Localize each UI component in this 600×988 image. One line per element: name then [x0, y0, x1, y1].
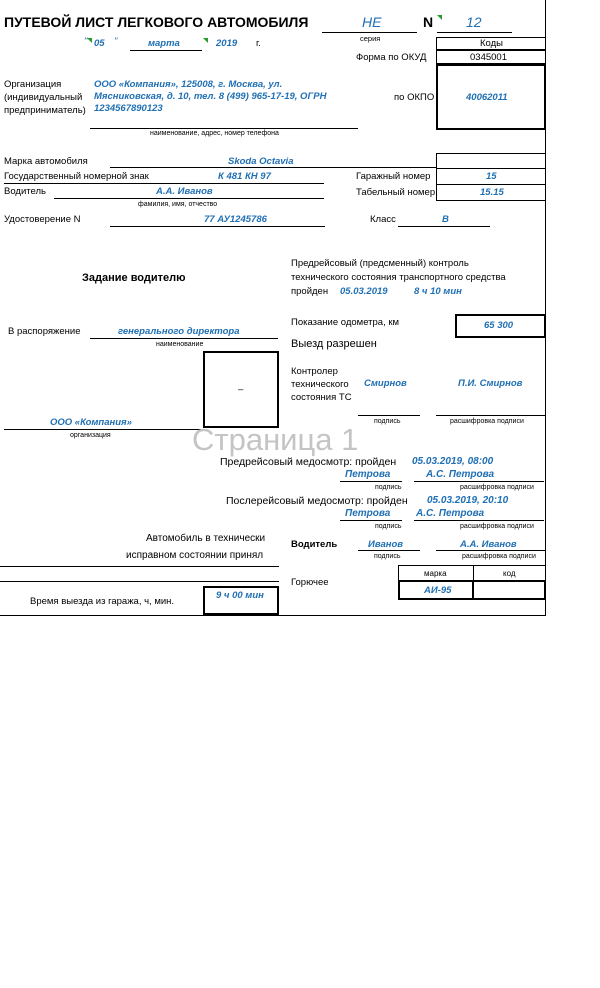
- organization-line-1: ООО «Компания», 125008, г. Москва, ул.: [94, 79, 283, 90]
- okud-value: 0345001: [470, 52, 507, 63]
- org-name-underline: [4, 429, 202, 430]
- license-underline: [110, 226, 325, 227]
- license-label: Удостоверение N: [4, 214, 81, 225]
- pretrip-medical-datetime: 05.03.2019, 08:00: [412, 456, 494, 467]
- organization-caption: наименование, адрес, номер телефона: [150, 130, 279, 137]
- disposal-value: генерального директора: [118, 326, 240, 337]
- posttrip-medical-caption-name: расшифровка подписи: [460, 523, 534, 530]
- date-year: 2019: [216, 38, 238, 49]
- odometer-label: Показание одометра, км: [291, 317, 400, 328]
- driver-sign-name-underline: [436, 550, 546, 551]
- driver-caption: фамилия, имя, отчество: [138, 201, 218, 208]
- organization-label-2: (индивидуальный: [4, 92, 83, 103]
- task-title: Задание водителю: [82, 272, 186, 284]
- organization-label-1: Организация: [4, 79, 62, 90]
- organization-line-2: Мясниковская, д. 10, тел. 8 (499) 965-17-19, ОГРН: [94, 91, 327, 102]
- class-value: В: [442, 214, 449, 225]
- accepted-divider-2: [0, 581, 279, 582]
- fuel-brand-value: АИ-95: [424, 585, 452, 596]
- fuel-brand-header: марка: [424, 569, 447, 578]
- date-close-quote: ": [114, 36, 118, 47]
- series-underline: [322, 32, 417, 33]
- series-label: серия: [360, 34, 381, 43]
- posttrip-medical-name: А.С. Петрова: [416, 508, 485, 519]
- tab-number-label: Табельный номер: [356, 187, 436, 198]
- garage-value: 15: [486, 171, 497, 182]
- departure-time-label: Время выезда из гаража, ч, мин.: [30, 596, 175, 607]
- posttrip-medical-signature: Петрова: [345, 508, 391, 519]
- date-tick-icon: [87, 38, 92, 43]
- right-codes-divider-1: [436, 168, 546, 169]
- controller-name: П.И. Смирнов: [458, 378, 523, 389]
- org-name-caption: организация: [70, 432, 111, 439]
- controller-caption-sign: подпись: [374, 418, 401, 425]
- controller-caption-name: расшифровка подписи: [450, 418, 524, 425]
- driver-sign-sign-underline: [358, 550, 420, 551]
- pretrip-control-date: 05.03.2019: [340, 286, 388, 297]
- driver-underline: [54, 198, 324, 199]
- driver-sign-caption-name: расшифровка подписи: [462, 553, 536, 560]
- number-value: 12: [466, 14, 482, 30]
- date-year-suffix: г.: [256, 38, 261, 49]
- number-tick-icon: [437, 15, 442, 20]
- date-month-underline: [130, 50, 202, 51]
- organization-line-3: 1234567890123: [94, 103, 163, 114]
- codes-header: Коды: [480, 38, 503, 49]
- pretrip-medical-caption-sign: подпись: [375, 484, 402, 491]
- driver-label: Водитель: [4, 186, 46, 197]
- form-bottom-line: [0, 615, 546, 616]
- driver-value: А.А. Иванов: [156, 186, 213, 197]
- controller-label-2: технического: [291, 379, 349, 390]
- organization-label-3: предприниматель): [4, 105, 86, 116]
- pretrip-medical-name-underline: [414, 481, 544, 482]
- series-value: НЕ: [362, 14, 382, 30]
- pretrip-medical-name: А.С. Петрова: [426, 469, 495, 480]
- pretrip-control-line-1: Предрейсовый (предсменный) контроль: [291, 258, 469, 269]
- controller-name-underline: [436, 415, 546, 416]
- license-value: 77 АУ1245786: [204, 214, 267, 225]
- car-brand-value: Skoda Octavia: [228, 156, 294, 167]
- car-brand-label: Марка автомобиля: [4, 156, 88, 167]
- plate-underline: [4, 183, 324, 184]
- okpo-label: по ОКПО: [394, 92, 435, 103]
- controller-label-1: Контролер: [291, 366, 338, 377]
- accepted-line-2: исправном состоянии принял: [126, 550, 264, 561]
- pretrip-control-passed: пройден: [291, 286, 329, 297]
- departure-allowed: Выезд разрешен: [291, 338, 377, 350]
- pretrip-medical-signature: Петрова: [345, 469, 391, 480]
- page-title: ПУТЕВОЙ ЛИСТ ЛЕГКОВОГО АВТОМОБИЛЯ: [4, 14, 309, 30]
- date-month-tick-icon: [203, 38, 208, 43]
- driver-sign-label: Водитель: [291, 539, 338, 550]
- plate-label: Государственный номерной знак: [4, 171, 149, 182]
- number-sign: N: [423, 14, 434, 30]
- disposal-caption: наименование: [156, 341, 204, 348]
- posttrip-medical-caption-sign: подпись: [375, 523, 402, 530]
- pretrip-control-line-2: технического состояния транспортного средства: [291, 272, 506, 283]
- driver-sign-name: А.А. Иванов: [460, 539, 517, 550]
- car-brand-underline: [110, 167, 436, 168]
- fuel-value-col-divider: [472, 580, 474, 600]
- number-underline: [437, 32, 512, 33]
- disposal-label: В распоряжение: [8, 326, 81, 337]
- departure-time-value: 9 ч 00 мин: [216, 590, 264, 601]
- disposal-underline: [90, 338, 278, 339]
- fuel-label: Горючее: [291, 577, 329, 588]
- class-label: Класс: [370, 214, 396, 225]
- page-watermark: Страница 1: [192, 422, 359, 457]
- stamp-mark: –: [238, 384, 244, 395]
- plate-value: К 481 КН 97: [218, 171, 271, 182]
- date-open-quote: ": [84, 36, 88, 47]
- posttrip-medical-sign-underline: [340, 520, 402, 521]
- driver-sign-signature: Иванов: [368, 539, 404, 550]
- org-name-value: ООО «Компания»: [50, 417, 132, 428]
- okpo-value: 40062011: [466, 92, 508, 103]
- odometer-value: 65 300: [484, 320, 514, 331]
- controller-label-3: состояния ТС: [291, 392, 352, 403]
- right-codes-divider-2: [436, 184, 546, 185]
- date-day: 05: [94, 38, 105, 49]
- tab-number-value: 15.15: [480, 187, 504, 198]
- pretrip-medical-sign-underline: [340, 481, 402, 482]
- garage-label: Гаражный номер: [356, 171, 431, 182]
- class-underline: [398, 226, 490, 227]
- pretrip-control-time: 8 ч 10 мин: [414, 286, 462, 297]
- posttrip-medical-label: Послерейсовый медосмотр: пройден: [226, 495, 408, 507]
- date-month: марта: [148, 38, 180, 49]
- organization-underline: [90, 128, 358, 129]
- accepted-line-1: Автомобиль в технически: [146, 533, 266, 544]
- pretrip-medical-caption-name: расшифровка подписи: [460, 484, 534, 491]
- fuel-code-header: код: [503, 569, 516, 578]
- pretrip-medical-label: Предрейсовый медосмотр: пройден: [220, 456, 397, 468]
- okud-label: Форма по ОКУД: [356, 52, 427, 63]
- posttrip-medical-name-underline: [414, 520, 544, 521]
- posttrip-medical-datetime: 05.03.2019, 20:10: [427, 495, 509, 506]
- controller-signature: Смирнов: [364, 378, 407, 389]
- driver-sign-caption-sign: подпись: [374, 553, 401, 560]
- accepted-divider-1: [0, 566, 279, 567]
- controller-sign-underline: [358, 415, 420, 416]
